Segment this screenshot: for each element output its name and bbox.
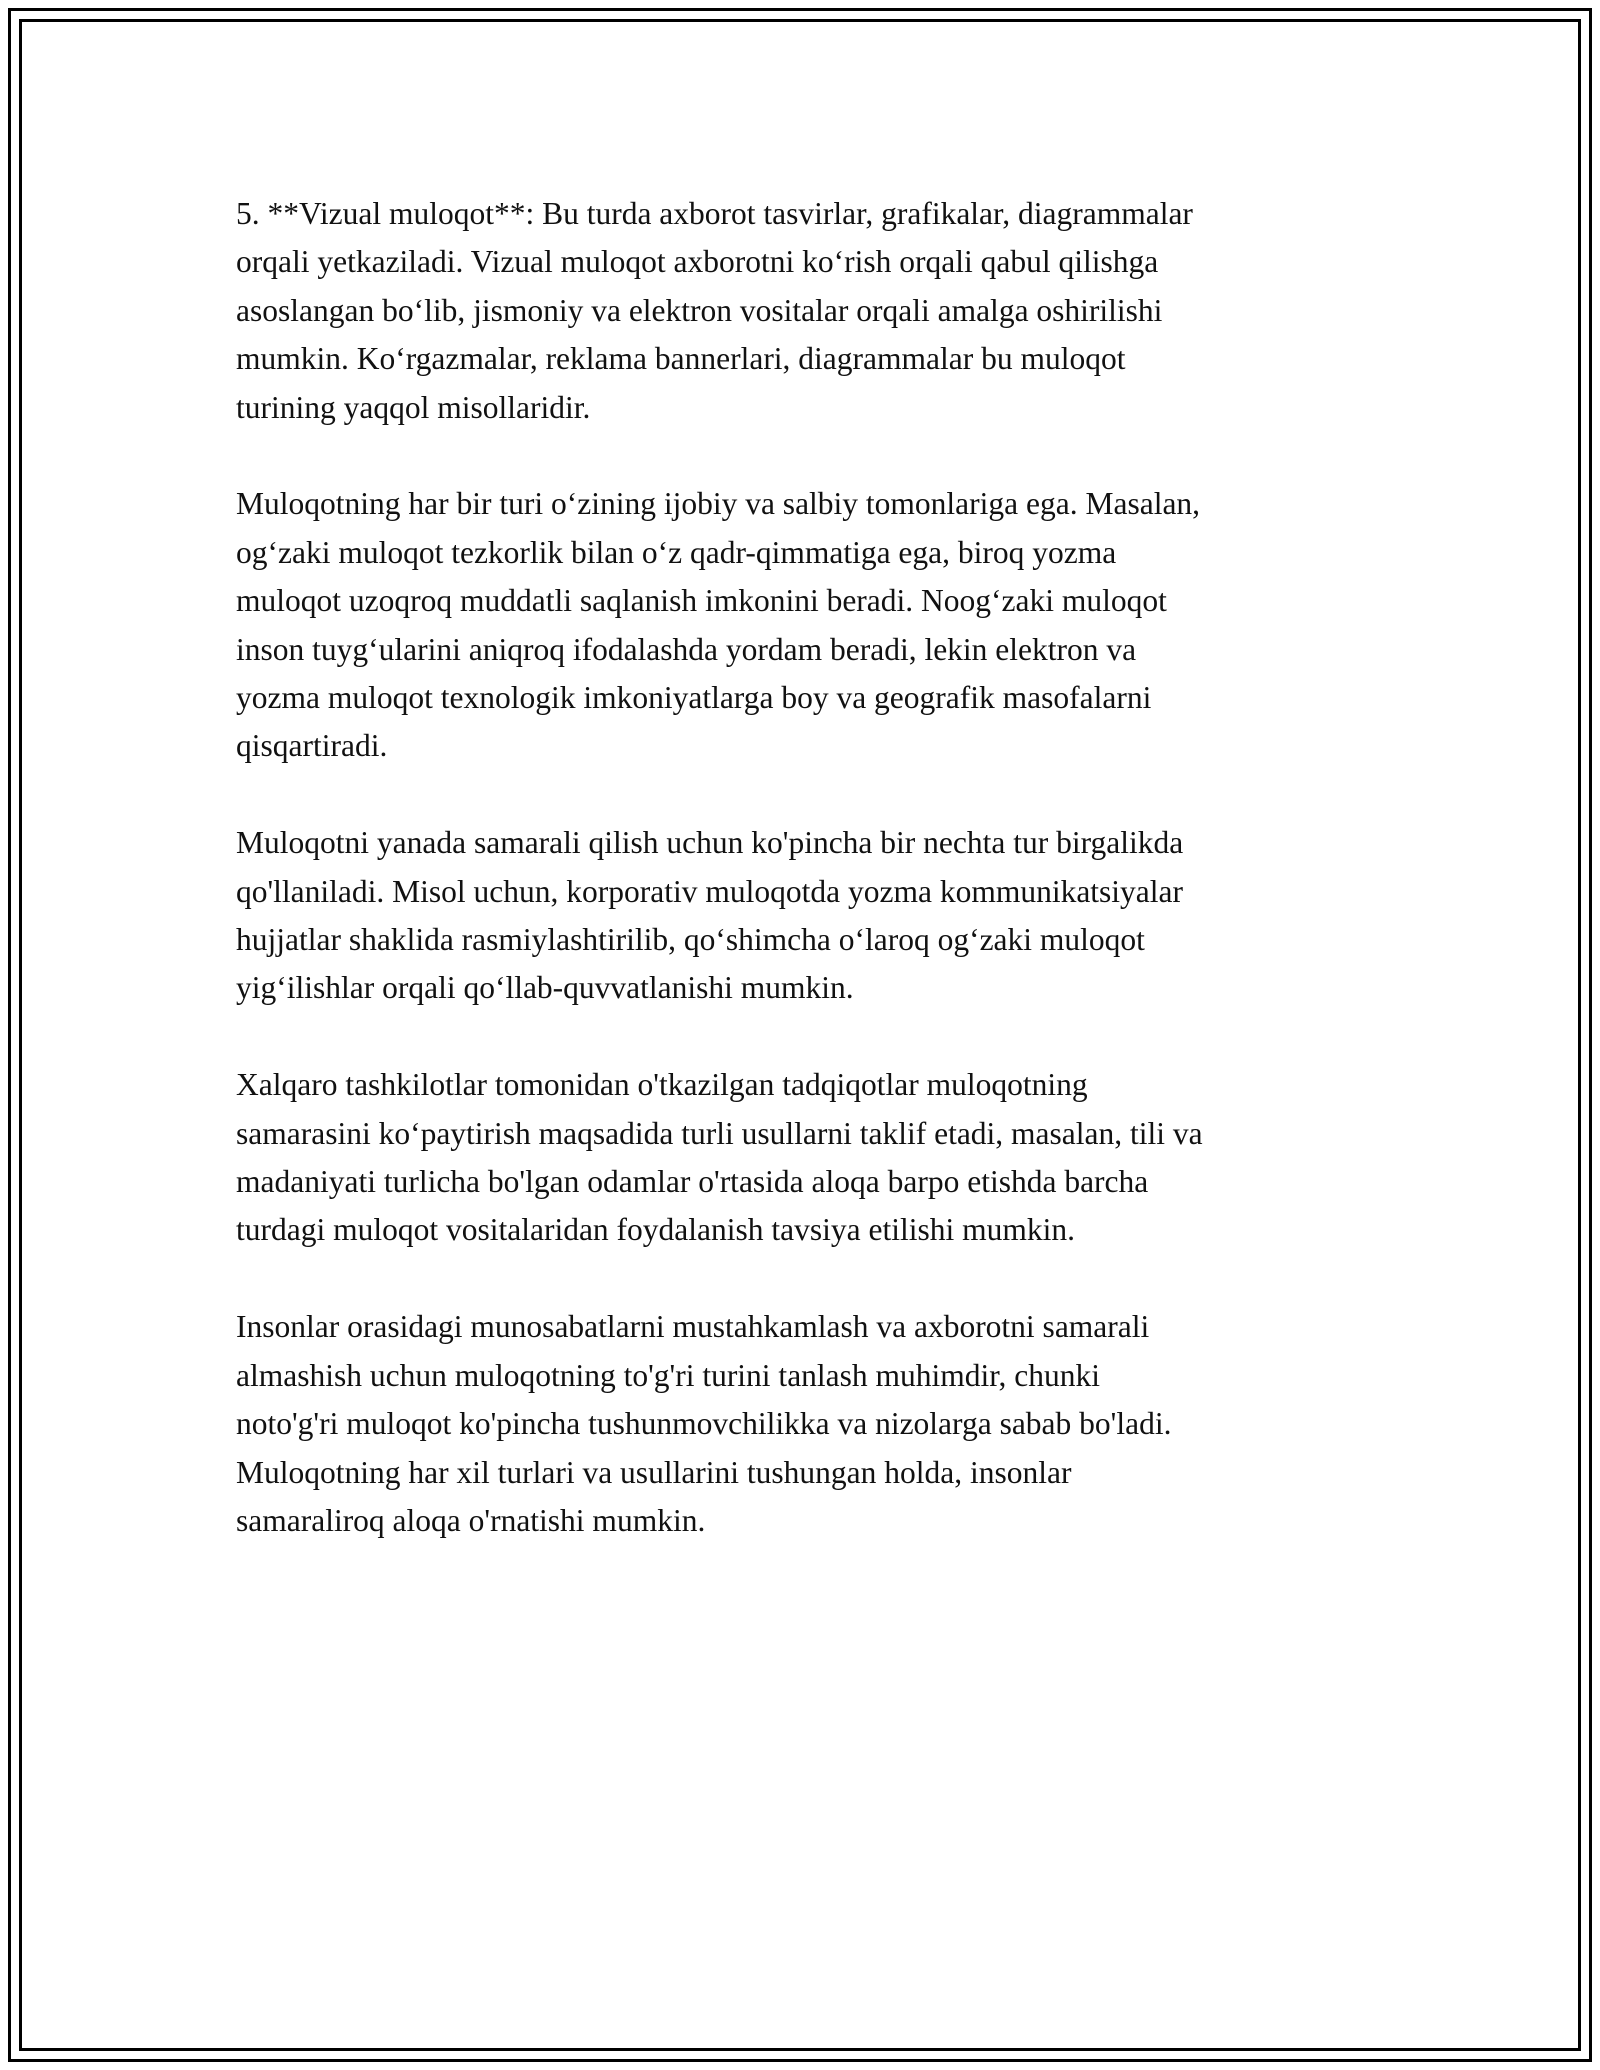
paragraph-combined-use: Muloqotni yanada samarali qilish uchun ko'pincha bir nechta tur birgalikda qo'llaniladi. Misol uchun, korporativ muloqotda yozma kommunikatsiyalar hujjatlar shaklida rasmiylashtirilib, qo‘shimcha o‘laroq og‘zaki muloqot yig‘ilishlar orqali qo‘llab-quvvatlanishi mumkin. <box>236 825 1184 1006</box>
paragraph-visual-communication: 5. **Vizual muloqot**: Bu turda axborot tasvirlar, grafikalar, diagrammalar orqali yetkaziladi. Vizual muloqot axborotni ko‘rish orqali qabul qilishga asoslangan bo‘lib, jismoniy va elektron vositalar orqali amalga oshirilishi mumkin. Ko‘rgazmalar, reklama bannerlari, diagrammalar bu muloqot turining yaqqol misollaridir. <box>236 196 1193 425</box>
paragraph-pros-and-cons: Muloqotning har bir turi o‘zining ijobiy va salbiy tomonlariga ega. Masalan, og‘zaki muloqot tezkorlik bilan o‘z qadr-qimmatiga ega, biroq yozma muloqot uzoqroq muddatli saqlanish imkonini beradi. Noog‘zaki muloqot inson tuyg‘ularini aniqroq ifodalashda yordam beradi, lekin elektron va yozma muloqot texnologik imkoniyatlarga boy va geografik masofalarni qisqartiradi. <box>236 486 1201 764</box>
document-body <box>236 190 1376 1594</box>
paragraph-conclusion: Insonlar orasidagi munosabatlarni mustahkamlash va axborotni samarali almashish uchun muloqotning to'g'ri turini tanlash muhimdir, chunki noto'g'ri muloqot ko'pincha tushunmovchilikka va nizolarga sabab bo'ladi. Muloqotning har xil turlari va usullarini tushungan holda, insonlar samaraliroq aloqa o'rnatishi mumkin. <box>236 1309 1172 1538</box>
paragraph-international-research: Xalqaro tashkilotlar tomonidan o'tkazilgan tadqiqotlar muloqotning samarasini ko‘paytirish maqsadida turli usullarni taklif etadi, masalan, tili va madaniyati turlicha bo'lgan odamlar o'rtasida aloqa barpo etishda barcha turdagi muloqot vositalaridan foydalanish tavsiya etilishi mumkin. <box>236 1067 1203 1248</box>
